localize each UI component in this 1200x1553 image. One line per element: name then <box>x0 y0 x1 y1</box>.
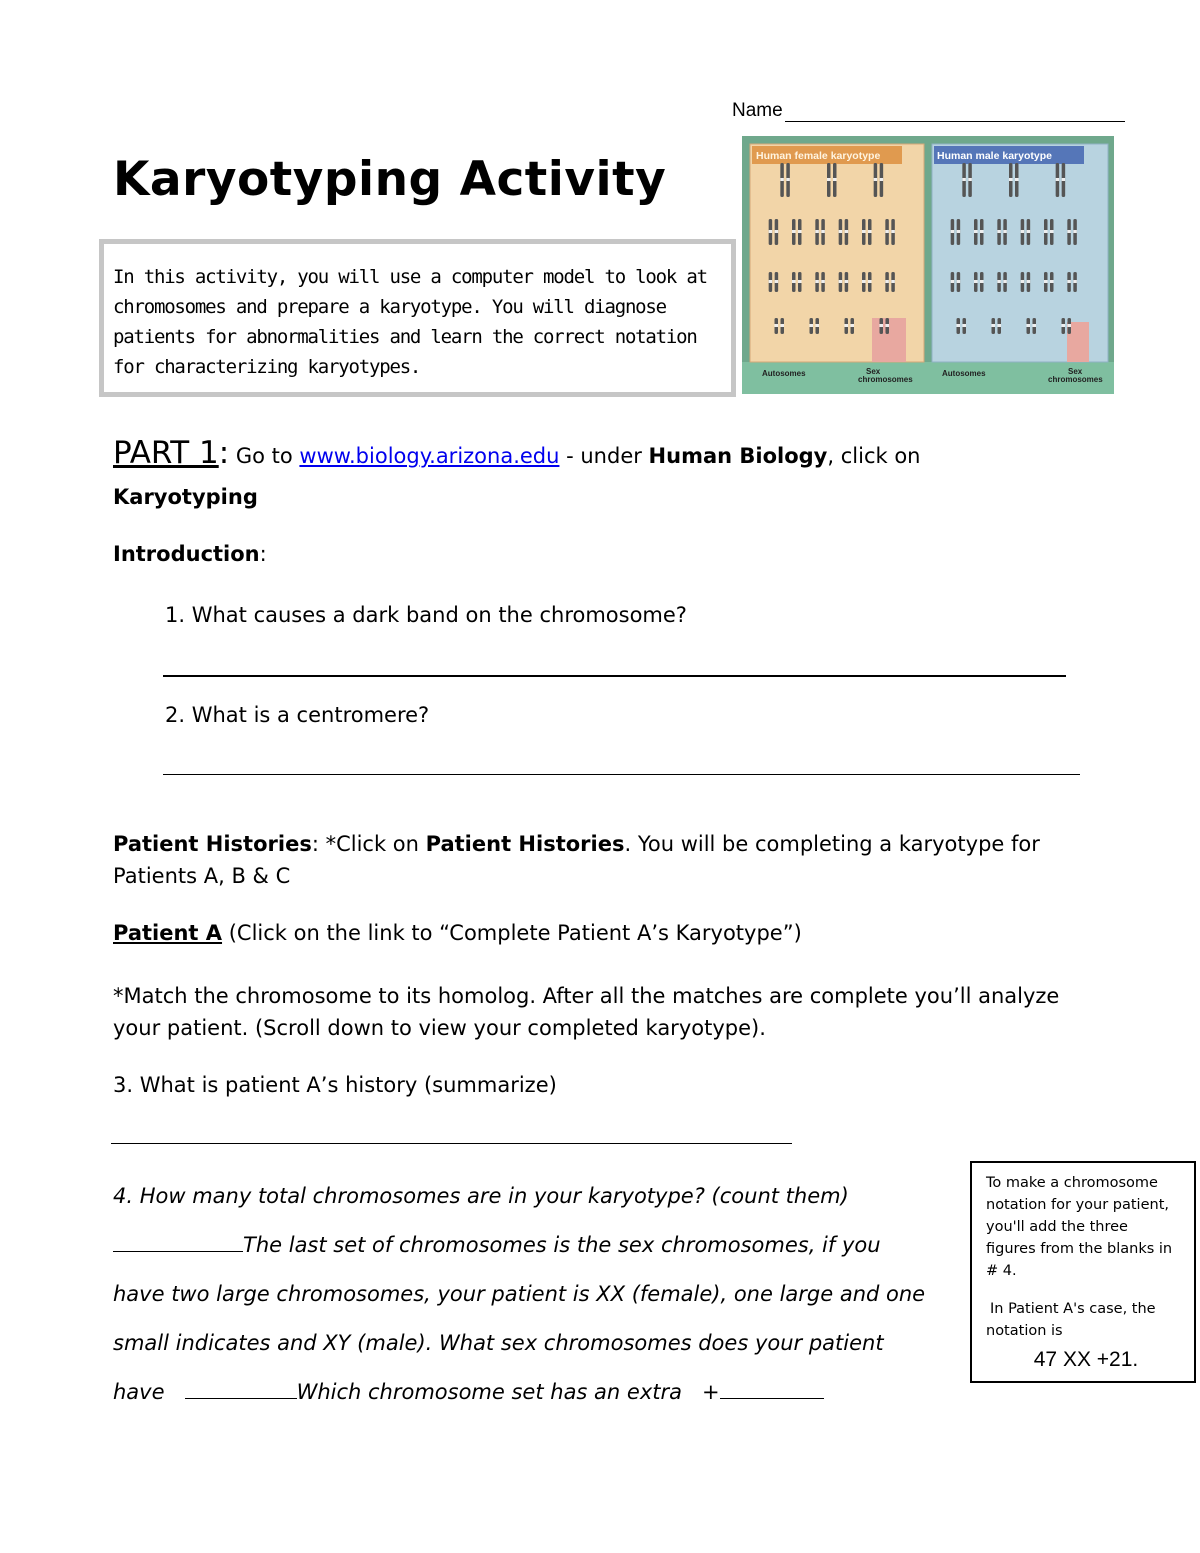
chromosome-band <box>998 324 1002 327</box>
part1-section <box>113 432 1113 517</box>
patient-histories-link-text: Patient Histories <box>425 832 625 856</box>
chromosome-band <box>821 280 825 283</box>
note-line: figures from the blanks in <box>986 1241 1173 1257</box>
extra-chromosome-blank[interactable] <box>720 1380 824 1399</box>
chromosome-band <box>775 280 779 283</box>
intro-line: In this activity, you will use a computer model to look at <box>113 266 707 288</box>
chromosome-band <box>997 230 1001 233</box>
chromosome-band <box>1068 324 1072 327</box>
notation-example: 47 XX +21. <box>1033 1348 1139 1371</box>
patient-histories-colon: : *Click on <box>311 832 426 856</box>
chromosome-band <box>1021 280 1025 283</box>
part1-click-on: , click on <box>827 444 921 468</box>
chromosome-band <box>1067 230 1071 233</box>
chromosome-band <box>891 280 895 283</box>
note-line: notation is <box>986 1323 1063 1339</box>
chromosome-band <box>968 178 972 181</box>
note-line: you'll add the three <box>986 1219 1128 1235</box>
intro-line: for characterizing karyotypes. <box>113 356 421 378</box>
match-line-1: *Match the chromosome to its homolog. After all the matches are complete you’ll analyze <box>113 984 1060 1008</box>
part1-under: - under <box>559 444 649 468</box>
intro-text <box>113 262 713 382</box>
chromosome-band <box>1033 324 1037 327</box>
chromosome-band <box>962 178 966 181</box>
chromosome-band <box>839 280 843 283</box>
chromosome-band <box>1073 280 1077 283</box>
female-sex-label-1: Sex <box>866 367 881 376</box>
chromosome-band <box>885 280 889 283</box>
chromosome-band <box>862 230 866 233</box>
chromosome-band <box>868 230 872 233</box>
page-title: Karyotyping Activity <box>113 152 667 207</box>
male-autosomes-label: Autosomes <box>942 369 986 378</box>
introduction-heading-text: Introduction <box>113 542 260 566</box>
female-autosomes-label: Autosomes <box>762 369 806 378</box>
q4-line-5a: have <box>113 1380 165 1404</box>
chromosome-band <box>1073 230 1077 233</box>
chromosome-band <box>1027 324 1031 327</box>
chromosome-band <box>833 178 837 181</box>
chromosome-band <box>810 324 814 327</box>
sex-chromosomes-blank[interactable] <box>185 1380 297 1399</box>
male-sex-label-1: Sex <box>1068 367 1083 376</box>
chromosome-band <box>963 324 967 327</box>
chromosome-band <box>891 230 895 233</box>
chromosome-band <box>845 230 849 233</box>
chromosome-band <box>775 324 779 327</box>
karyotype-image <box>742 136 1114 394</box>
chromosome-band <box>845 280 849 283</box>
introduction-colon: : <box>259 542 267 566</box>
biology-link[interactable]: www.biology.arizona.edu <box>299 444 560 468</box>
part1-goto: Go to <box>229 444 300 468</box>
chromosome-band <box>798 280 802 283</box>
chromosome-band <box>880 324 884 327</box>
match-line-2: your patient. (Scroll down to view your completed karyotype). <box>113 1016 766 1040</box>
human-biology-label: Human Biology <box>648 444 828 468</box>
note-line: In Patient A's case, the <box>990 1301 1156 1317</box>
q4-line-4: small indicates and XY (male). What sex chromosomes does your patient <box>113 1331 884 1355</box>
q4-line-5c: + <box>702 1380 720 1404</box>
chromosome-band <box>874 178 878 181</box>
chromosome-band <box>1050 280 1054 283</box>
chromosome-band <box>1015 178 1019 181</box>
chromosome-band <box>815 230 819 233</box>
chromosome-band <box>839 230 843 233</box>
patient-histories-heading: Patient Histories <box>113 832 312 856</box>
chromosome-band <box>862 280 866 283</box>
chromosome-band <box>821 230 825 233</box>
chromosome-band <box>769 280 773 283</box>
answer-line-2[interactable] <box>163 774 1080 775</box>
chromosome-band <box>1062 324 1066 327</box>
q4-line-1: 4. How many total chromosomes are in your karyotype? (count them) <box>113 1184 849 1208</box>
chromosome-band <box>951 230 955 233</box>
female-title: Human female karyotype <box>756 150 881 162</box>
chromosome-band <box>980 230 984 233</box>
chromosome-band <box>997 280 1001 283</box>
chromosome-band <box>1027 230 1031 233</box>
male-sex-label-2: chromosomes <box>1048 375 1103 384</box>
chromosome-band <box>1044 280 1048 283</box>
question-1: 1. What causes a dark band on the chromosome? <box>165 603 687 627</box>
chromosome-band <box>1003 280 1007 283</box>
chromosome-band <box>780 178 784 181</box>
female-sex-label-2: chromosomes <box>858 375 913 384</box>
note-line: To make a chromosome <box>986 1175 1158 1191</box>
chromosome-band <box>1009 178 1013 181</box>
chromosome-band <box>815 280 819 283</box>
chromosome-band <box>851 324 855 327</box>
chromosome-band <box>886 324 890 327</box>
intro-line: chromosomes and prepare a karyotype. You will diagnose <box>113 296 666 318</box>
q4-line-3: have two large chromosomes, your patient is XX (female), one large and one <box>113 1282 926 1306</box>
patient-histories-line2: Patients A, B & C <box>113 864 291 888</box>
part1-colon: : <box>218 435 230 471</box>
chromosome-band <box>792 280 796 283</box>
chromosome-band <box>781 324 785 327</box>
chromosome-band <box>1050 230 1054 233</box>
note-line: notation for your patient, <box>986 1197 1169 1213</box>
question-4 <box>113 1172 963 1417</box>
chromosome-band <box>816 324 820 327</box>
chromosome-band <box>974 230 978 233</box>
chromosome-band <box>775 230 779 233</box>
chromosome-band <box>769 230 773 233</box>
chromosome-band <box>792 230 796 233</box>
chromosome-band <box>957 280 961 283</box>
patient-histories-rest: . You will be completing a karyotype for <box>624 832 1040 856</box>
question-3: 3. What is patient A’s history (summarize) <box>113 1073 557 1097</box>
chromosome-band <box>827 178 831 181</box>
male-title: Human male karyotype <box>937 150 1052 162</box>
q4-line-5b: Which chromosome set has an extra <box>296 1380 682 1404</box>
chromosome-band <box>1067 280 1071 283</box>
patient-a-row <box>113 921 1113 945</box>
chromosome-band <box>845 324 849 327</box>
chromosome-band <box>1027 280 1031 283</box>
patient-a-heading: Patient A <box>113 921 223 945</box>
chromosome-band <box>798 230 802 233</box>
notation-note-text <box>986 1172 1186 1342</box>
chromosome-band <box>880 178 884 181</box>
chromosome-band <box>951 280 955 283</box>
patient-a-instruction: (Click on the link to “Complete Patient A’s Karyotype”) <box>222 921 802 945</box>
chromosome-band <box>957 324 961 327</box>
patient-histories <box>113 828 1113 892</box>
part1-heading: PART 1 <box>113 435 219 471</box>
chromosome-band <box>1021 230 1025 233</box>
chromosome-band <box>992 324 996 327</box>
chromosome-band <box>974 280 978 283</box>
answer-line-1[interactable] <box>163 675 1066 677</box>
match-instructions <box>113 980 1123 1044</box>
chromosome-band <box>1003 230 1007 233</box>
intro-line: patients for abnormalities and learn the correct notation <box>113 326 697 348</box>
q4-line-2: The last set of chromosomes is the sex chromosomes, if you <box>243 1233 881 1257</box>
introduction-heading <box>113 542 267 566</box>
chromosome-band <box>868 280 872 283</box>
chromosome-band <box>980 280 984 283</box>
chromosome-band <box>957 230 961 233</box>
karyotyping-label: Karyotyping <box>113 485 258 509</box>
total-chromosomes-blank[interactable] <box>113 1233 243 1252</box>
answer-line-3[interactable] <box>111 1143 792 1144</box>
name-blank[interactable] <box>785 101 1125 122</box>
chromosome-band <box>885 230 889 233</box>
chromosome-band <box>1044 230 1048 233</box>
chromosome-band <box>786 178 790 181</box>
question-2: 2. What is a centromere? <box>165 703 430 727</box>
name-field[interactable] <box>732 100 1125 122</box>
note-line: # 4. <box>986 1263 1017 1279</box>
chromosome-band <box>1062 178 1066 181</box>
chromosome-band <box>1056 178 1060 181</box>
name-label: Name <box>732 100 783 121</box>
